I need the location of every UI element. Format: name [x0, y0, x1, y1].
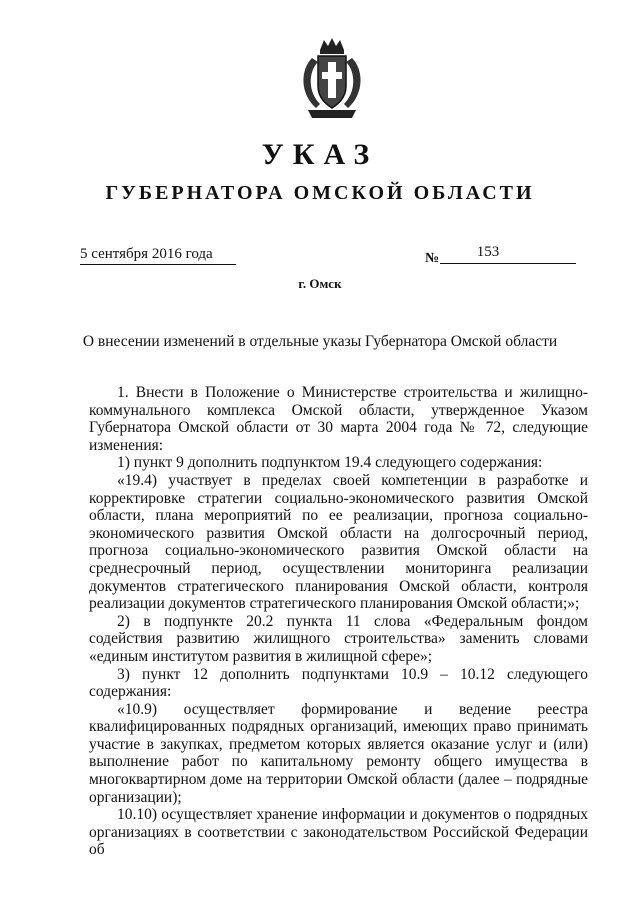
omsk-coat-of-arms-icon	[294, 36, 370, 120]
number-label: №	[425, 251, 440, 266]
document-subtitle: ГУБЕРНАТОРА ОМСКОЙ ОБЛАСТИ	[105, 182, 535, 204]
paragraph: 1. Внести в Положение о Министерстве строительства и жилищно-коммунального комплекса Омской области, утвержденное Указом Губернатора Омской области от 30 марта 2004 года № 72, следующие изменения:	[89, 384, 588, 454]
paragraph: 10.10) осуществляет хранение информации и документов о подрядных организациях в соответствии с законодательством Российской Федерации об	[89, 806, 588, 859]
document-title: УКАЗ	[261, 138, 379, 171]
document-body	[89, 384, 588, 859]
document-number: 153	[440, 244, 576, 264]
document-date: 5 сентября 2016 года	[80, 246, 236, 265]
paragraph: 3) пункт 12 дополнить подпунктами 10.9 – 10.12 следующего содержания:	[89, 665, 588, 701]
paragraph: 1) пункт 9 дополнить подпунктом 19.4 следующего содержания:	[117, 454, 543, 472]
paragraph: 2) в подпункте 20.2 пункта 11 слова «Федеральным фондом содействия развитию жилищного строительства» заменить словами «единым институтом развития в жилищной сфере»;	[89, 612, 588, 665]
document-heading: О внесении изменений в отдельные указы Губернатора Омской области	[82, 333, 558, 350]
document-city: г. Омск	[298, 276, 342, 291]
paragraph: «10.9) осуществляет формирование и ведение реестра квалифицированных подрядных организаций, имеющих право принимать участие в закупках, предметом которых является оказание услуг и (или) выполнение работ по капитальному ремонту общего имущества в многоквартирном доме на территории Омской области (далее – подрядные организации);	[89, 700, 588, 806]
paragraph: «19.4) участвует в пределах своей компетенции в разработке и корректировке стратегии социально-экономического развития Омской области, плана мероприятий по ее реализации, прогноза социально-экономического развития Омской области на долгосрочный период, прогноза социально-экономического развития Омской области на среднесрочный период, осуществлении мониторинга реализации документов стратегического планирования Омской области, контроля реализации документов стратегического планирования Омской области;»;	[89, 471, 588, 613]
